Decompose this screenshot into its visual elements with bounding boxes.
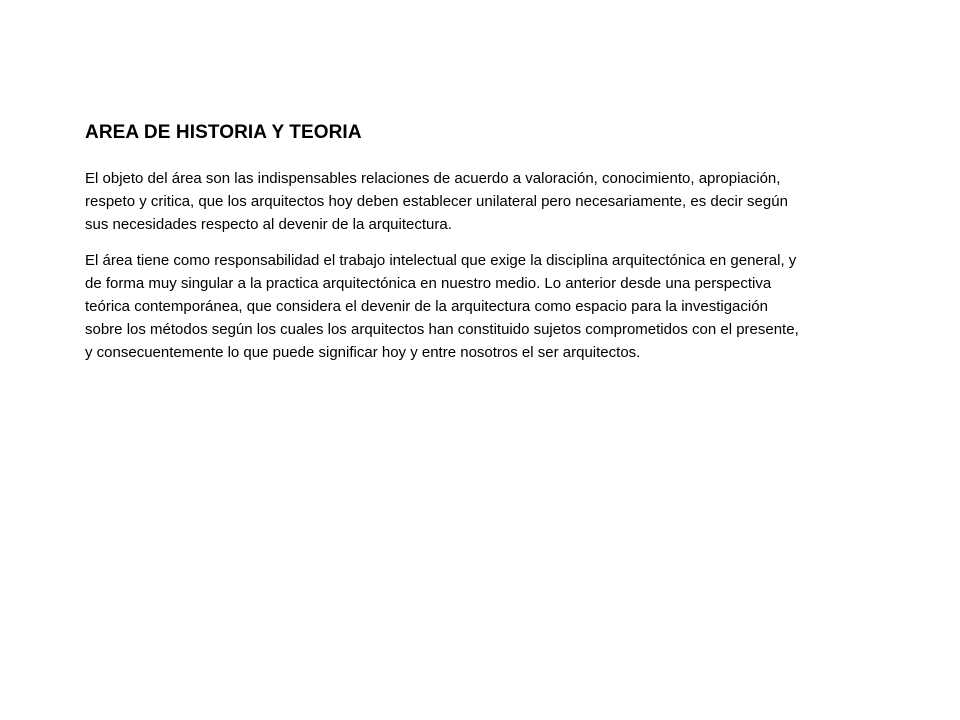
paragraph-responsibility: El área tiene como responsabilidad el trabajo intelectual que exige la disciplina arquitectónica en general, y de forma muy singular a la practica arquitectónica en nuestro medio. Lo anterior desde una perspectiva teórica contemporánea, que considera el devenir de la arquitectura como espacio para la investigación sobre los métodos según los cuales los arquitectos han constituido sujetos comprometidos con el presente, y consecuentemente lo que puede significar hoy y entre nosotros el ser arquitectos. xyxy=(85,252,799,361)
slide-title: AREA DE HISTORIA Y TEORIA xyxy=(85,122,362,143)
paragraph-objective: El objeto del área son las indispensables relaciones de acuerdo a valoración, conocimiento, apropiación, respeto y critica, que los arquitectos hoy deben establecer unilateral pero necesariamente, es decir según sus necesidades respecto al devenir de la arquitectura. xyxy=(85,170,788,233)
slide-content xyxy=(85,120,905,364)
